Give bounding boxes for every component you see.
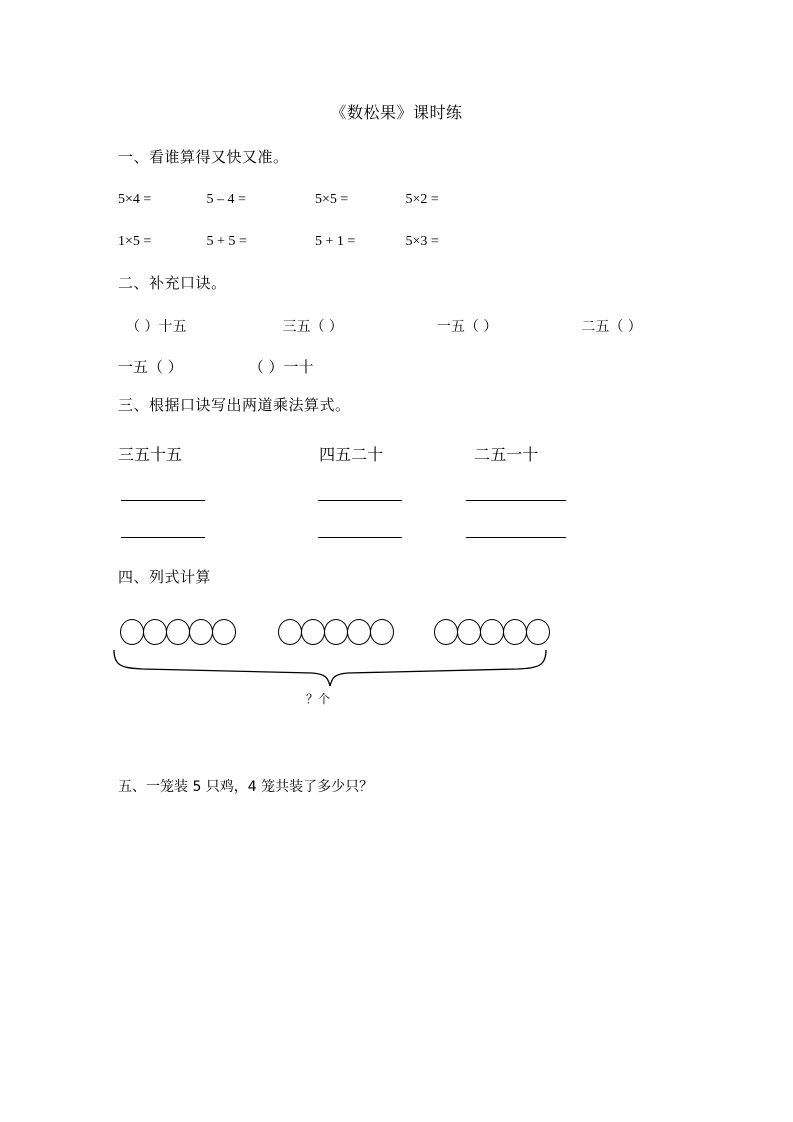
section-heading-2: 二、补充口诀。 (118, 274, 227, 292)
mnemonic-item: 三五十五 (118, 445, 183, 464)
circle-group-1 (120, 619, 235, 645)
expression: 5 + 5 = (206, 234, 247, 249)
section-heading-4: 四、列式计算 (118, 568, 212, 586)
mnemonic-blank: 一五（ ） (436, 319, 498, 335)
answer-blank[interactable] (466, 537, 566, 538)
circle (457, 619, 481, 645)
mnemonic-item: 四五二十 (319, 445, 384, 464)
brace-label: ？个 (306, 692, 331, 706)
circle (526, 619, 550, 645)
expression: 5 + 1 = (315, 234, 356, 249)
circle (324, 619, 348, 645)
section-1-row-2 (118, 234, 439, 250)
answer-blank[interactable] (466, 500, 566, 501)
expression: 5×5 = (315, 192, 349, 207)
page-title: 《数松果》课时练 (330, 103, 463, 122)
circle (301, 619, 325, 645)
circle (143, 619, 167, 645)
expression: 1×5 = (118, 234, 152, 249)
circle (480, 619, 504, 645)
section-heading-1: 一、看谁算得又快又准。 (118, 148, 289, 166)
mnemonic-blank: （ ）十五 (126, 319, 187, 335)
circle (370, 619, 394, 645)
circle (212, 619, 236, 645)
mnemonic-blank: 二五（ ） (581, 319, 642, 335)
mnemonic-blank: 一五（ ） (118, 358, 183, 376)
section-heading-3: 三、根据口诀写出两道乘法算式。 (118, 396, 351, 414)
circle (120, 619, 144, 645)
circle (166, 619, 190, 645)
expression: 5 – 4 = (206, 192, 246, 207)
expression: 5×3 = (405, 234, 439, 249)
expression: 5×4 = (118, 192, 152, 207)
answer-blank[interactable] (318, 537, 402, 538)
section-1-row-1 (118, 192, 439, 208)
answer-blank[interactable] (318, 500, 402, 501)
mnemonic-blank: 三五（ ） (282, 319, 343, 335)
circle (189, 619, 213, 645)
mnemonic-blank: （ ）一十 (248, 358, 314, 376)
curly-brace (112, 648, 562, 688)
section-2-row-2 (118, 356, 314, 377)
circle (347, 619, 371, 645)
expression: 5×2 = (405, 192, 439, 207)
circle (434, 619, 458, 645)
section-heading-5: 五、一笼装 5 只鸡，4 笼共装了多少只？ (118, 779, 374, 795)
circle (503, 619, 527, 645)
mnemonic-item: 二五一十 (474, 445, 539, 464)
section-2-row-1 (126, 316, 642, 336)
circle (278, 619, 302, 645)
answer-blank[interactable] (121, 537, 205, 538)
section-3-items (118, 442, 538, 465)
circle-group-3 (434, 619, 549, 645)
circle-group-2 (278, 619, 393, 645)
answer-blank[interactable] (121, 500, 205, 501)
